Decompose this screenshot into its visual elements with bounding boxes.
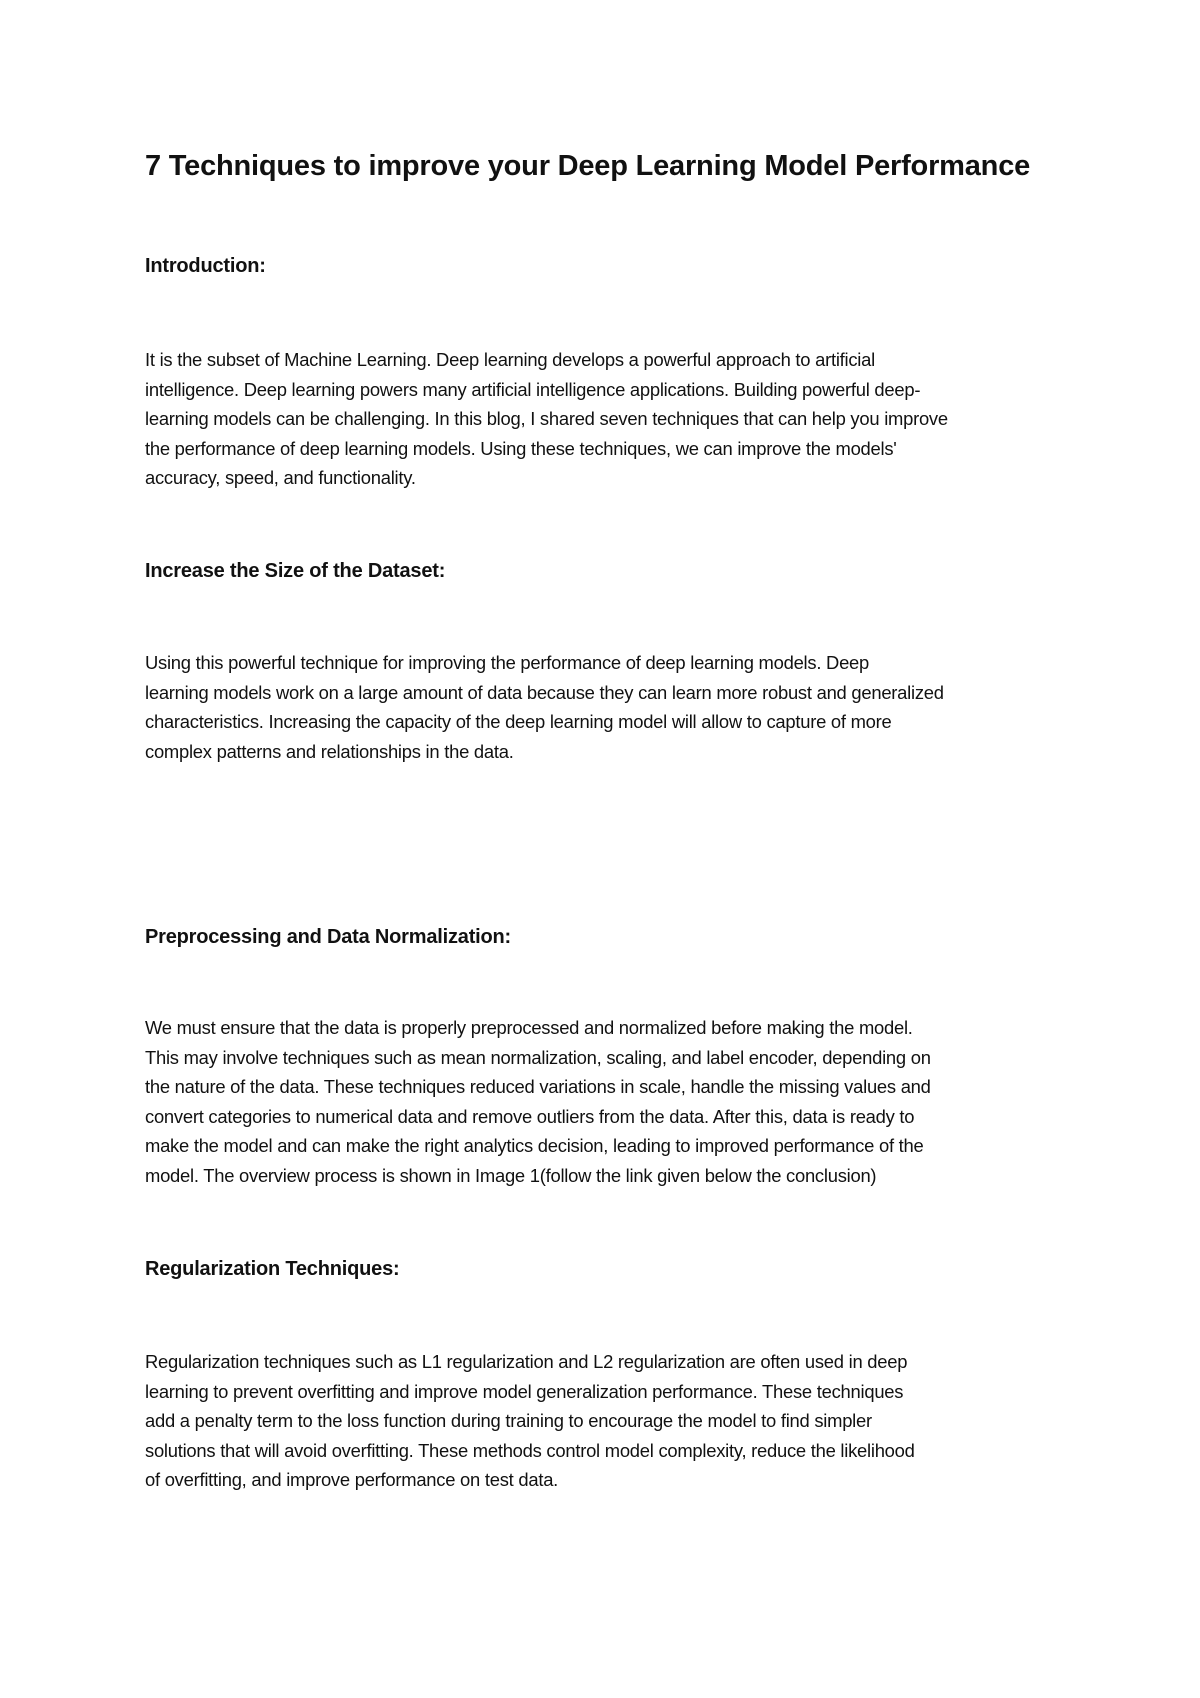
text-line: learning models can be challenging. In this blog, I shared seven techniques that can help you improve [145, 408, 948, 429]
section-heading-regularization: Regularization Techniques: [145, 1258, 400, 1280]
section-heading-dataset-size: Increase the Size of the Dataset: [145, 560, 446, 582]
text-line: learning to prevent overfitting and improve model generalization performance. These techniques [145, 1380, 904, 1402]
text-line: It is the subset of Machine Learning. Deep learning develops a powerful approach to artificial [145, 349, 875, 370]
text-line: characteristics. Increasing the capacity of the deep learning model will allow to capture of more [145, 711, 892, 732]
text-line: make the model and can make the right analytics decision, leading to improved performance of the [145, 1135, 924, 1156]
text-line: the performance of deep learning models. Using these techniques, we can improve the models' [145, 437, 897, 459]
text-line: convert categories to numerical data and remove outliers from the data. After this, data is ready to [145, 1105, 915, 1127]
paragraph-dataset-size [145, 648, 1065, 766]
paragraph-introduction [145, 345, 1065, 493]
paragraph-preprocessing [145, 1013, 1065, 1190]
document-title: 7 Techniques to improve your Deep Learning Model Performance [145, 150, 1031, 182]
text-line: accuracy, speed, and functionality. [145, 467, 416, 488]
text-line: add a penalty term to the loss function during training to encourage the model to find simpler [145, 1410, 872, 1431]
text-line: Regularization techniques such as L1 regularization and L2 regularization are often used in deep [145, 1351, 908, 1372]
text-line: intelligence. Deep learning powers many artificial intelligence applications. Building powerful deep- [145, 378, 921, 400]
text-line: solutions that will avoid overfitting. These methods control model complexity, reduce the likelihood [145, 1439, 915, 1461]
section-heading-preprocessing: Preprocessing and Data Normalization: [145, 926, 512, 948]
text-line: the nature of the data. These techniques reduced variations in scale, handle the missing values and [145, 1076, 931, 1097]
text-line: This may involve techniques such as mean normalization, scaling, and label encoder, depending on [145, 1046, 931, 1068]
section-heading-introduction: Introduction: [145, 255, 266, 277]
paragraph-regularization [145, 1347, 1065, 1495]
text-line: We must ensure that the data is properly preprocessed and normalized before making the model. [145, 1017, 913, 1038]
text-line: complex patterns and relationships in the data. [145, 740, 514, 762]
text-line: of overfitting, and improve performance on test data. [145, 1469, 559, 1490]
text-line: learning models work on a large amount of data because they can learn more robust and generalized [145, 681, 944, 703]
text-line: Using this powerful technique for improving the performance of deep learning models. Deep [145, 652, 870, 673]
text-line: model. The overview process is shown in Image 1(follow the link given below the conclusion) [145, 1164, 877, 1186]
